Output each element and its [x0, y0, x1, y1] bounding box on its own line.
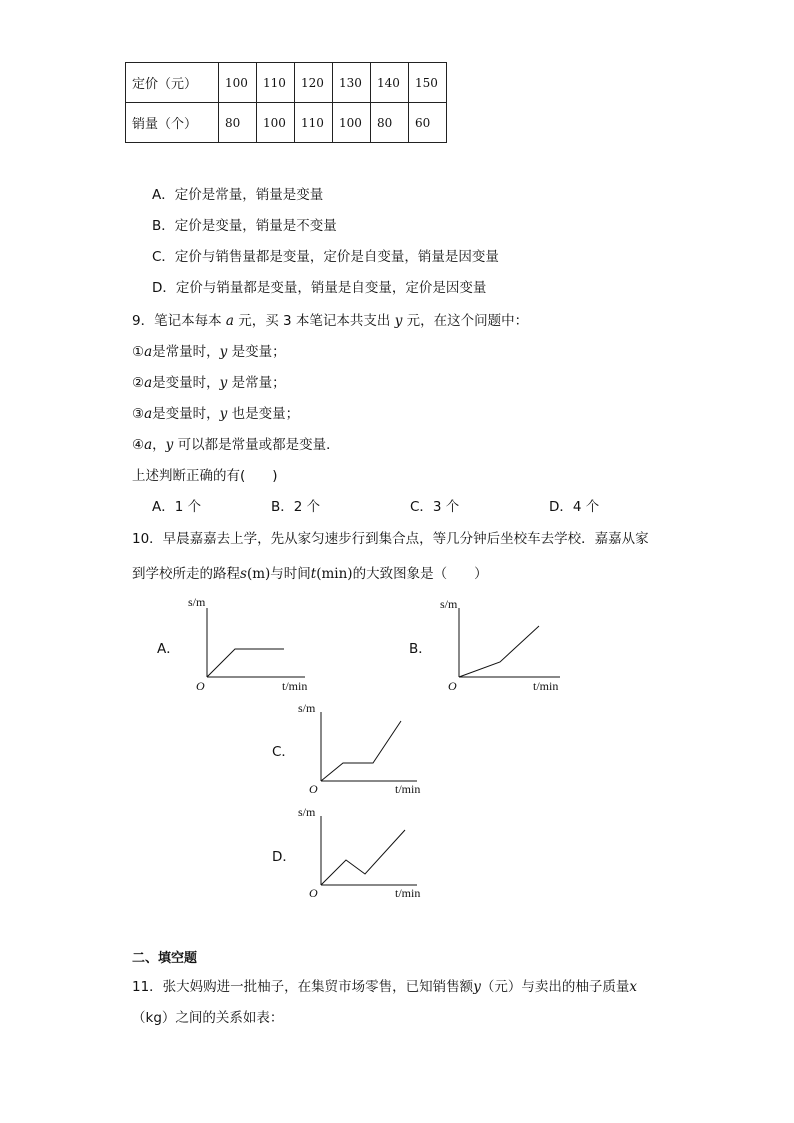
var-y: y [219, 344, 228, 360]
graph-c-label: C． [272, 744, 295, 760]
q11-line2: （kg）之间的关系如表： [132, 1010, 284, 1026]
q9-item-3 [132, 402, 299, 422]
item-text: 是变量； [227, 344, 286, 360]
graph-b [432, 590, 572, 700]
var-y: y [473, 979, 481, 995]
row-header: 销量（个） [126, 103, 219, 143]
origin-label: O [309, 782, 318, 796]
item-mark: ③ [132, 406, 145, 422]
q8-option-b: B．定价是变量，销量是不变量 [152, 218, 337, 234]
table-cell: 120 [295, 63, 333, 103]
var-a: a [144, 344, 153, 360]
graph-b-label: B． [409, 641, 432, 657]
item-mark: ① [132, 344, 145, 360]
var-a: a [144, 406, 153, 422]
q10-text: 到学校所走的路程 [132, 566, 240, 582]
graph-curve [321, 721, 401, 781]
q8-option-d: D．定价与销量都是变量，销量是自变量，定价是因变量 [152, 280, 487, 296]
x-axis-label: t/min [395, 886, 421, 900]
var-s: s [240, 566, 247, 582]
x-axis-label: t/min [282, 679, 308, 693]
item-text: ， [152, 437, 166, 453]
q9-item-4 [132, 433, 340, 453]
table-cell: 110 [257, 63, 295, 103]
table-cell: 100 [219, 63, 257, 103]
var-y: y [219, 375, 228, 391]
var-x: x [629, 979, 637, 995]
table-cell: 80 [371, 103, 409, 143]
graph-curve [321, 830, 405, 885]
x-axis-label: t/min [395, 782, 421, 796]
q10-stem-line1: 10．早晨嘉嘉去上学，先从家匀速步行到集合点，等几分钟后坐校车去学校．嘉嘉从家 [132, 531, 649, 547]
origin-label: O [448, 679, 457, 693]
item-mark: ④ [132, 437, 145, 453]
item-text: 可以都是常量或都是变量． [173, 437, 340, 453]
y-axis-label: s/m [440, 597, 458, 611]
q10-text: 的大致图象是（ ） [352, 566, 488, 582]
q9-option-a: A．1 个 [152, 499, 202, 515]
q11-line1 [132, 975, 637, 995]
var-y: y [219, 406, 228, 422]
var-a: a [144, 437, 153, 453]
item-text: 是常量时， [152, 344, 220, 360]
origin-label: O [309, 886, 318, 900]
table-cell: 60 [409, 103, 447, 143]
q8-option-a: A．定价是常量，销量是变量 [152, 187, 324, 203]
q9-option-d: D．4 个 [549, 499, 600, 515]
q9-stem-c: 元，在这个问题中： [406, 313, 529, 329]
q9-ask: 上述判断正确的有( ) [132, 468, 278, 484]
var-a: a [144, 375, 153, 391]
graph-curve [207, 649, 284, 677]
var-a: a [225, 313, 234, 329]
q9-stem-b: 元，买 3 本笔记本共支出 [238, 313, 391, 329]
table-cell: 110 [295, 103, 333, 143]
table-cell: 80 [219, 103, 257, 143]
graph-a-label: A． [157, 641, 180, 657]
q10-stem-line2 [132, 562, 488, 582]
y-axis-label: s/m [188, 595, 206, 609]
graph-d-label: D． [272, 849, 296, 865]
graph-curve [459, 626, 539, 677]
table-cell: 100 [257, 103, 295, 143]
q9-item-2 [132, 371, 286, 391]
table-row [126, 63, 447, 103]
y-axis-label: s/m [298, 701, 316, 715]
q10-text: 与时间 [270, 566, 311, 582]
q9-stem [132, 309, 528, 329]
item-text: 是变量时， [152, 375, 220, 391]
table-row [126, 103, 447, 143]
var-y: y [165, 437, 174, 453]
item-mark: ② [132, 375, 145, 391]
unit-min: (min) [316, 566, 353, 582]
q9-option-b: B．2 个 [271, 499, 321, 515]
table-cell: 100 [333, 103, 371, 143]
graph-c [295, 694, 435, 804]
section-title: 二、填空题 [132, 951, 198, 966]
var-y: y [394, 313, 403, 329]
item-text: 是常量； [227, 375, 286, 391]
unit-m: (m) [246, 566, 271, 582]
q9-option-c: C．3 个 [410, 499, 460, 515]
graph-a [180, 590, 320, 700]
q9-item-1 [132, 340, 286, 360]
q11-text: 11．张大妈购进一批柚子，在集贸市场零售，已知销售额 [132, 979, 474, 995]
item-text: 是变量时， [152, 406, 220, 422]
table-cell: 140 [371, 63, 409, 103]
y-axis-label: s/m [298, 805, 316, 819]
q9-stem-a: 9．笔记本每本 [132, 313, 222, 329]
q8-option-c: C．定价与销售量都是变量，定价是自变量，销量是因变量 [152, 249, 499, 265]
price-sales-table [125, 62, 447, 143]
q11-text: （元）与卖出的柚子质量 [480, 979, 630, 995]
var-t: t [310, 566, 317, 582]
item-text: 也是变量； [227, 406, 300, 422]
graph-d [295, 798, 435, 908]
table-cell: 150 [409, 63, 447, 103]
table-cell: 130 [333, 63, 371, 103]
row-header: 定价（元） [126, 63, 219, 103]
origin-label: O [196, 679, 205, 693]
x-axis-label: t/min [533, 679, 559, 693]
